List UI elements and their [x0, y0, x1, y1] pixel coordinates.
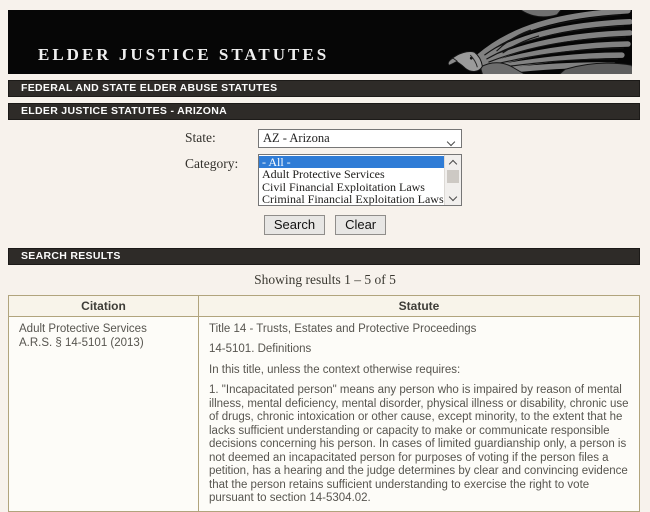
state-select[interactable] [258, 129, 462, 148]
section-bar-search-results: SEARCH RESULTS [8, 248, 640, 265]
scrollbar-thumb[interactable] [447, 170, 459, 183]
category-options [259, 155, 444, 205]
search-button[interactable]: Search [264, 215, 325, 235]
category-listbox[interactable] [258, 154, 462, 206]
statute-title: Title 14 - Trusts, Estates and Protective Proceedings [209, 323, 477, 335]
citation-reference: A.R.S. § 14-5101 (2013) [19, 337, 144, 350]
form-buttons-row [0, 215, 650, 235]
category-option-civil-financial-exploitation[interactable]: Civil Financial Exploitation Laws [262, 180, 425, 193]
category-option-criminal-financial-exploitation[interactable]: Criminal Financial Exploitation Laws [262, 192, 444, 205]
state-label: State: [185, 130, 216, 145]
scroll-down-icon[interactable] [445, 191, 461, 205]
category-label: Category: [185, 156, 239, 171]
banner [8, 10, 632, 74]
statute-definition: 1. "Incapacitated person" means any person who is impaired by reason of mental illness, mental deficiency, mental disorder, physical illness or disability, chronic use of drugs, chronic intoxication or other cause, except minority, to the extent that he lacks sufficient understanding or capacity to make or communicate responsible decisions concerning his person. In cases of limited guardianship only, a person is not deemed an incapacitated person for purposes of voting if the person files a petition, has a hearing and the judge determines by clear and convincing evidence that the person retains sufficient understanding to exercise the right to vote pursuant to section 14-5304.02. [209, 384, 629, 504]
page-title: ELDER JUSTICE STATUTES [38, 45, 330, 64]
statute-cell [199, 317, 640, 512]
table-row [9, 317, 640, 512]
state-select-value: AZ - Arizona [263, 131, 330, 145]
citation-cell [9, 317, 199, 512]
table-header-row [9, 296, 640, 317]
listbox-scrollbar[interactable] [444, 155, 461, 205]
section-bar-arizona: ELDER JUSTICE STATUTES - ARIZONA [8, 103, 640, 120]
column-header-citation: Citation [9, 296, 199, 317]
statute-section: 14-5101. Definitions [209, 343, 312, 356]
column-header-statute: Statute [199, 296, 640, 317]
category-option-adult-protective-services[interactable]: Adult Protective Services [262, 168, 385, 181]
citation-category: Adult Protective Services [19, 323, 147, 335]
scroll-up-icon[interactable] [445, 155, 461, 169]
results-summary: Showing results 1 – 5 of 5 [254, 272, 396, 287]
statute-intro: In this title, unless the context otherwise requires: [209, 363, 461, 376]
results-table [8, 295, 640, 512]
chevron-down-icon [448, 134, 454, 148]
section-bar-federal-statutes: FEDERAL AND STATE ELDER ABUSE STATUTES [8, 80, 640, 97]
eagle-icon [444, 10, 632, 74]
clear-button[interactable]: Clear [335, 215, 386, 235]
category-option-all[interactable]: - All - [259, 156, 444, 168]
